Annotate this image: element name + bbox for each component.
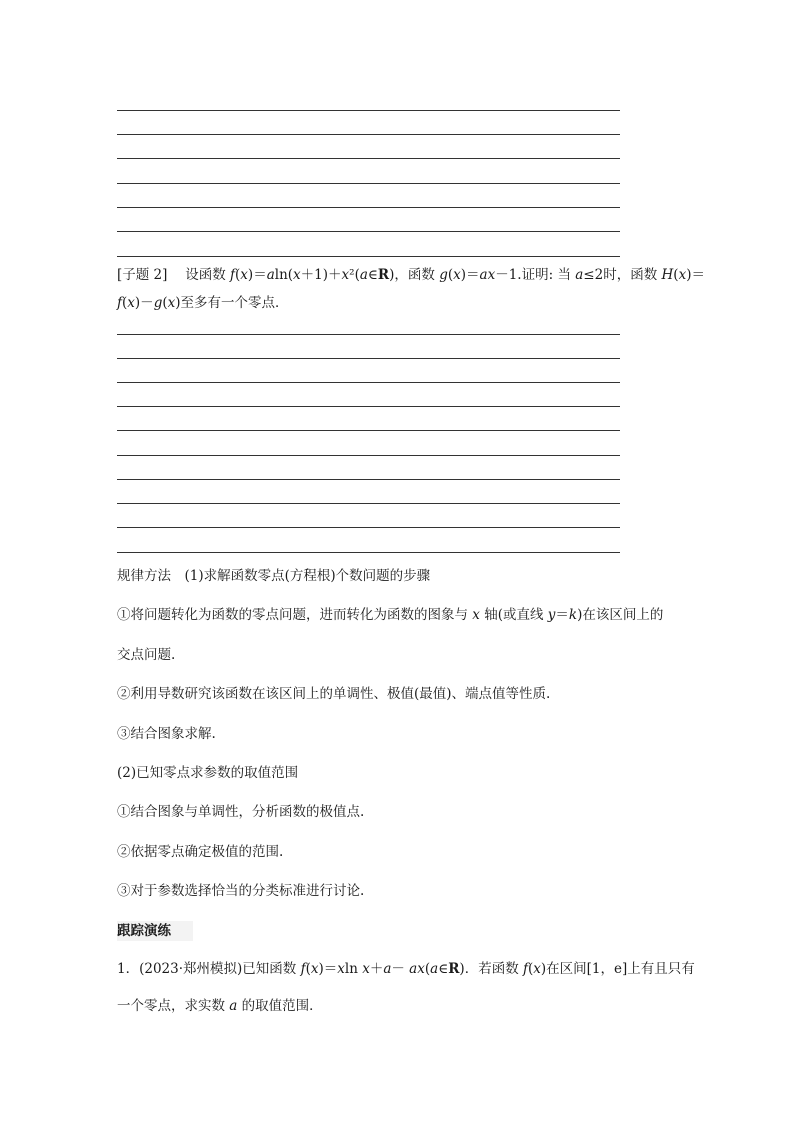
method-part-2-title: (2)已知零点求参数的取值范围	[117, 765, 299, 781]
answer-line	[117, 406, 620, 407]
answer-line	[117, 527, 620, 528]
answer-line	[117, 552, 620, 553]
practice-label: 跟踪演练	[117, 921, 193, 941]
answer-line	[117, 231, 620, 232]
answer-line	[117, 256, 620, 257]
answer-line	[117, 455, 620, 456]
answer-line	[117, 334, 620, 335]
method-part-2-step-3: ③对于参数选择恰当的分类标准进行讨论.	[117, 883, 365, 899]
answer-line	[117, 207, 620, 208]
practice-label-row	[117, 921, 682, 941]
answer-line	[117, 358, 620, 359]
subproblem-line-1: [子题 2] 设函数 f(x)＝aln(x＋1)＋x²(a∈R)，函数 g(x)＝ax－1.证明: 当 a≤2时，函数 H(x)＝	[117, 267, 705, 283]
answer-line	[117, 430, 620, 431]
answer-line	[117, 110, 620, 111]
method-step-2: ②利用导数研究该函数在该区间上的单调性、极值(最值)、端点值等性质.	[117, 686, 551, 702]
subproblem-line-2: f(x)－g(x)至多有一个零点．	[117, 295, 289, 311]
answer-line	[117, 183, 620, 184]
subproblem-tag: [子题 2]	[117, 267, 168, 283]
method-step-1-line-2: 交点问题.	[117, 647, 176, 663]
method-part-2-step-2: ②依据零点确定极值的范围.	[117, 844, 284, 860]
answer-line	[117, 134, 620, 135]
practice-question-1-line-1: 1．(2023·郑州模拟)已知函数 f(x)＝xln x＋a－ ax(a∈R)．若函数 f(x)在区间[1，e]上有且只有	[117, 961, 695, 977]
method-step-3: ③结合图象求解.	[117, 726, 216, 742]
method-step-1-line-1: ①将问题转化为函数的零点问题，进而转化为函数的图象与 x 轴(或直线 y＝k)在该区间上的	[117, 607, 664, 623]
answer-line	[117, 503, 620, 504]
method-part-2-step-1: ①结合图象与单调性，分析函数的极值点.	[117, 804, 365, 820]
answer-line	[117, 158, 620, 159]
answer-line	[117, 479, 620, 480]
answer-line	[117, 382, 620, 383]
method-title: 规律方法 (1)求解函数零点(方程根)个数问题的步骤	[117, 568, 431, 584]
practice-question-1-line-2: 一个零点，求实数 a 的取值范围．	[117, 998, 323, 1014]
